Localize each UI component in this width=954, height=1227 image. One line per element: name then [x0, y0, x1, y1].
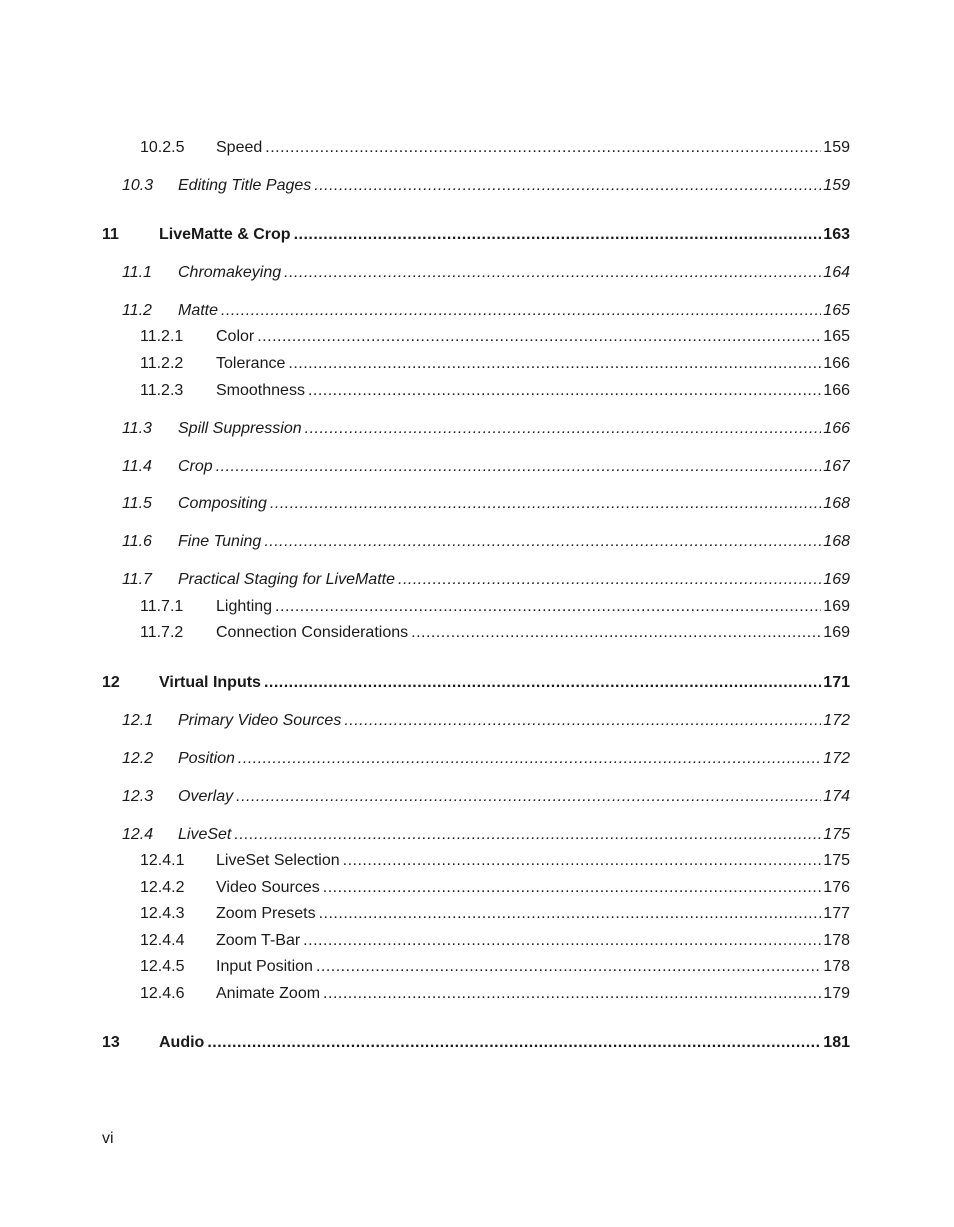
toc-entry-12-4[interactable] — [122, 825, 850, 845]
toc-entry-page: 163 — [823, 226, 850, 243]
toc-entry-page: 167 — [823, 458, 850, 475]
toc-dot-leader — [398, 570, 821, 590]
toc-entry-12-4-5[interactable] — [140, 957, 850, 977]
toc-entry-number: 11.6 — [122, 533, 152, 550]
toc-dot-leader — [284, 263, 821, 283]
toc-entry-11-2-3[interactable] — [140, 381, 850, 401]
toc-dot-leader — [314, 176, 821, 196]
toc-entry-page: 159 — [823, 177, 850, 194]
toc-entry-number: 11.2.1 — [140, 328, 184, 345]
toc-entry-title: Primary Video Sources — [178, 712, 342, 729]
toc-dot-leader — [275, 597, 821, 617]
toc-dot-leader — [265, 138, 821, 158]
toc-entry-page: 165 — [823, 302, 850, 319]
toc-entry-number: 11.4 — [122, 458, 152, 475]
toc-entry-11-5[interactable] — [122, 494, 850, 514]
toc-entry-page: 178 — [823, 958, 850, 975]
toc-entry-number: 11.2.2 — [140, 355, 184, 372]
toc-dot-leader — [257, 327, 821, 347]
toc-entry-number: 11.7.2 — [140, 624, 184, 641]
toc-entry-page: 171 — [823, 674, 850, 691]
toc-entry-page: 175 — [823, 852, 850, 869]
toc-entry-page: 164 — [823, 264, 850, 281]
toc-entry-title: LiveSet — [178, 826, 232, 843]
toc-dot-leader — [411, 623, 821, 643]
toc-dot-leader — [308, 381, 821, 401]
toc-entry-page: 169 — [823, 571, 850, 588]
page-number: vi — [102, 1130, 114, 1147]
toc-dot-leader — [319, 904, 822, 924]
toc-entry-page: 179 — [823, 985, 850, 1002]
toc-entry-title: Zoom Presets — [216, 905, 316, 922]
toc-entry-page: 159 — [823, 139, 850, 156]
toc-entry-page: 177 — [823, 905, 850, 922]
toc-entry-title: Audio — [159, 1034, 205, 1051]
toc-dot-leader — [323, 984, 821, 1004]
toc-entry-number: 12.4.2 — [140, 879, 185, 896]
toc-dot-leader — [316, 957, 821, 977]
toc-entry-number: 13 — [102, 1034, 120, 1051]
toc-entry-12[interactable] — [102, 673, 850, 693]
toc-entry-number: 12 — [102, 674, 120, 691]
toc-entry-12-1[interactable] — [122, 711, 850, 731]
toc-entry-number: 11 — [102, 226, 119, 243]
toc-entry-page: 166 — [823, 420, 850, 437]
toc-entry-number: 12.3 — [122, 788, 154, 805]
toc-entry-11-4[interactable] — [122, 457, 850, 477]
toc-entry-title: Virtual Inputs — [159, 674, 261, 691]
toc-entry-title: Compositing — [178, 495, 267, 512]
toc-entry-title: Spill Suppression — [178, 420, 302, 437]
toc-entry-number: 12.4.1 — [140, 852, 185, 869]
toc-entry-11-7[interactable] — [122, 570, 850, 590]
toc-entry-page: 169 — [823, 598, 850, 615]
toc-dot-leader — [207, 1033, 821, 1053]
toc-entry-number: 12.4.3 — [140, 905, 185, 922]
toc-entry-number: 11.7.1 — [140, 598, 184, 615]
toc-entry-number: 11.3 — [122, 420, 152, 437]
toc-entry-page: 172 — [823, 712, 850, 729]
toc-entry-page: 175 — [823, 826, 850, 843]
toc-entry-title: Chromakeying — [178, 264, 282, 281]
toc-entry-number: 12.1 — [122, 712, 154, 729]
toc-entry-title: Position — [178, 750, 235, 767]
toc-dot-leader — [238, 749, 821, 769]
toc-dot-leader — [264, 673, 821, 693]
toc-entry-title: Lighting — [216, 598, 273, 615]
toc-entry-title: Tolerance — [216, 355, 286, 372]
toc-dot-leader — [343, 851, 822, 871]
toc-dot-leader — [288, 354, 821, 374]
toc-entry-title: Connection Considerations — [216, 624, 409, 641]
toc-entry-title: LiveSet Selection — [216, 852, 340, 869]
toc-dot-leader — [323, 878, 822, 898]
toc-entry-title: Smoothness — [216, 382, 305, 399]
toc-entry-12-4-4[interactable] — [140, 931, 850, 951]
toc-dot-leader — [234, 825, 821, 845]
toc-entry-11-7-2[interactable] — [140, 623, 850, 643]
toc-entry-title: Animate Zoom — [216, 985, 321, 1002]
toc-entry-number: 10.3 — [122, 177, 154, 194]
toc-entry-page: 168 — [823, 495, 850, 512]
toc-entry-page: 172 — [823, 750, 850, 767]
toc-entry-number: 11.1 — [122, 264, 152, 281]
toc-entry-page: 166 — [823, 382, 850, 399]
toc-dot-leader — [303, 931, 821, 951]
toc-entry-title: Video Sources — [216, 879, 320, 896]
toc-dot-leader — [236, 787, 821, 807]
toc-entry-title: Crop — [178, 458, 213, 475]
toc-entry-title: Input Position — [216, 958, 313, 975]
toc-entry-title: Overlay — [178, 788, 234, 805]
toc-dot-leader — [294, 225, 822, 245]
toc-entry-10-3[interactable] — [122, 176, 850, 196]
toc-entry-11[interactable] — [102, 225, 850, 245]
toc-entry-number: 12.4 — [122, 826, 154, 843]
toc-entry-11-1[interactable] — [122, 263, 850, 283]
toc-entry-title: Editing Title Pages — [178, 177, 312, 194]
toc-entry-number: 11.5 — [122, 495, 152, 512]
toc-entry-number: 11.2 — [122, 302, 152, 319]
toc-entry-title: Practical Staging for LiveMatte — [178, 571, 395, 588]
toc-entry-13[interactable] — [102, 1033, 850, 1053]
toc-entry-11-2[interactable] — [122, 301, 850, 321]
toc-entry-number: 12.4.5 — [140, 958, 185, 975]
toc-entry-page: 174 — [823, 788, 850, 805]
toc-entry-page: 178 — [823, 932, 850, 949]
toc-entry-11-2-1[interactable] — [140, 327, 850, 347]
toc-entry-page: 165 — [823, 328, 850, 345]
toc-entry-title: Fine Tuning — [178, 533, 262, 550]
toc-entry-11-7-1[interactable] — [140, 597, 850, 617]
toc-dot-leader — [344, 711, 821, 731]
toc-entry-number: 12.2 — [122, 750, 154, 767]
toc-entry-number: 10.2.5 — [140, 139, 185, 156]
toc-entry-12-4-1[interactable] — [140, 851, 850, 871]
toc-dot-leader — [270, 494, 821, 514]
toc-dot-leader — [305, 419, 822, 439]
toc-entry-page: 168 — [823, 533, 850, 550]
toc-entry-title: Color — [216, 328, 255, 345]
toc-entry-title: Zoom T-Bar — [216, 932, 301, 949]
toc-entry-10-2-5[interactable] — [140, 138, 850, 158]
toc-entry-12-3[interactable] — [122, 787, 850, 807]
toc-entry-page: 176 — [823, 879, 850, 896]
toc-entry-12-4-2[interactable] — [140, 878, 850, 898]
toc-entry-12-2[interactable] — [122, 749, 850, 769]
toc-entry-number: 11.2.3 — [140, 382, 184, 399]
toc-entry-page: 166 — [823, 355, 850, 372]
toc-entry-number: 12.4.6 — [140, 985, 185, 1002]
toc-entry-12-4-6[interactable] — [140, 984, 850, 1004]
toc-entry-11-6[interactable] — [122, 532, 850, 552]
toc-entry-number: 12.4.4 — [140, 932, 185, 949]
toc-entry-title: Speed — [216, 139, 263, 156]
toc-entry-page: 181 — [823, 1034, 850, 1051]
toc-entry-title: Matte — [178, 302, 219, 319]
toc-entry-number: 11.7 — [122, 571, 152, 588]
toc-dot-leader — [264, 532, 821, 552]
toc-entry-11-2-2[interactable] — [140, 354, 850, 374]
toc-entry-11-3[interactable] — [122, 419, 850, 439]
toc-entry-12-4-3[interactable] — [140, 904, 850, 924]
toc-entry-page: 169 — [823, 624, 850, 641]
toc-dot-leader — [221, 301, 821, 321]
toc-dot-leader — [216, 457, 822, 477]
toc-entry-title: LiveMatte & Crop — [159, 226, 291, 243]
